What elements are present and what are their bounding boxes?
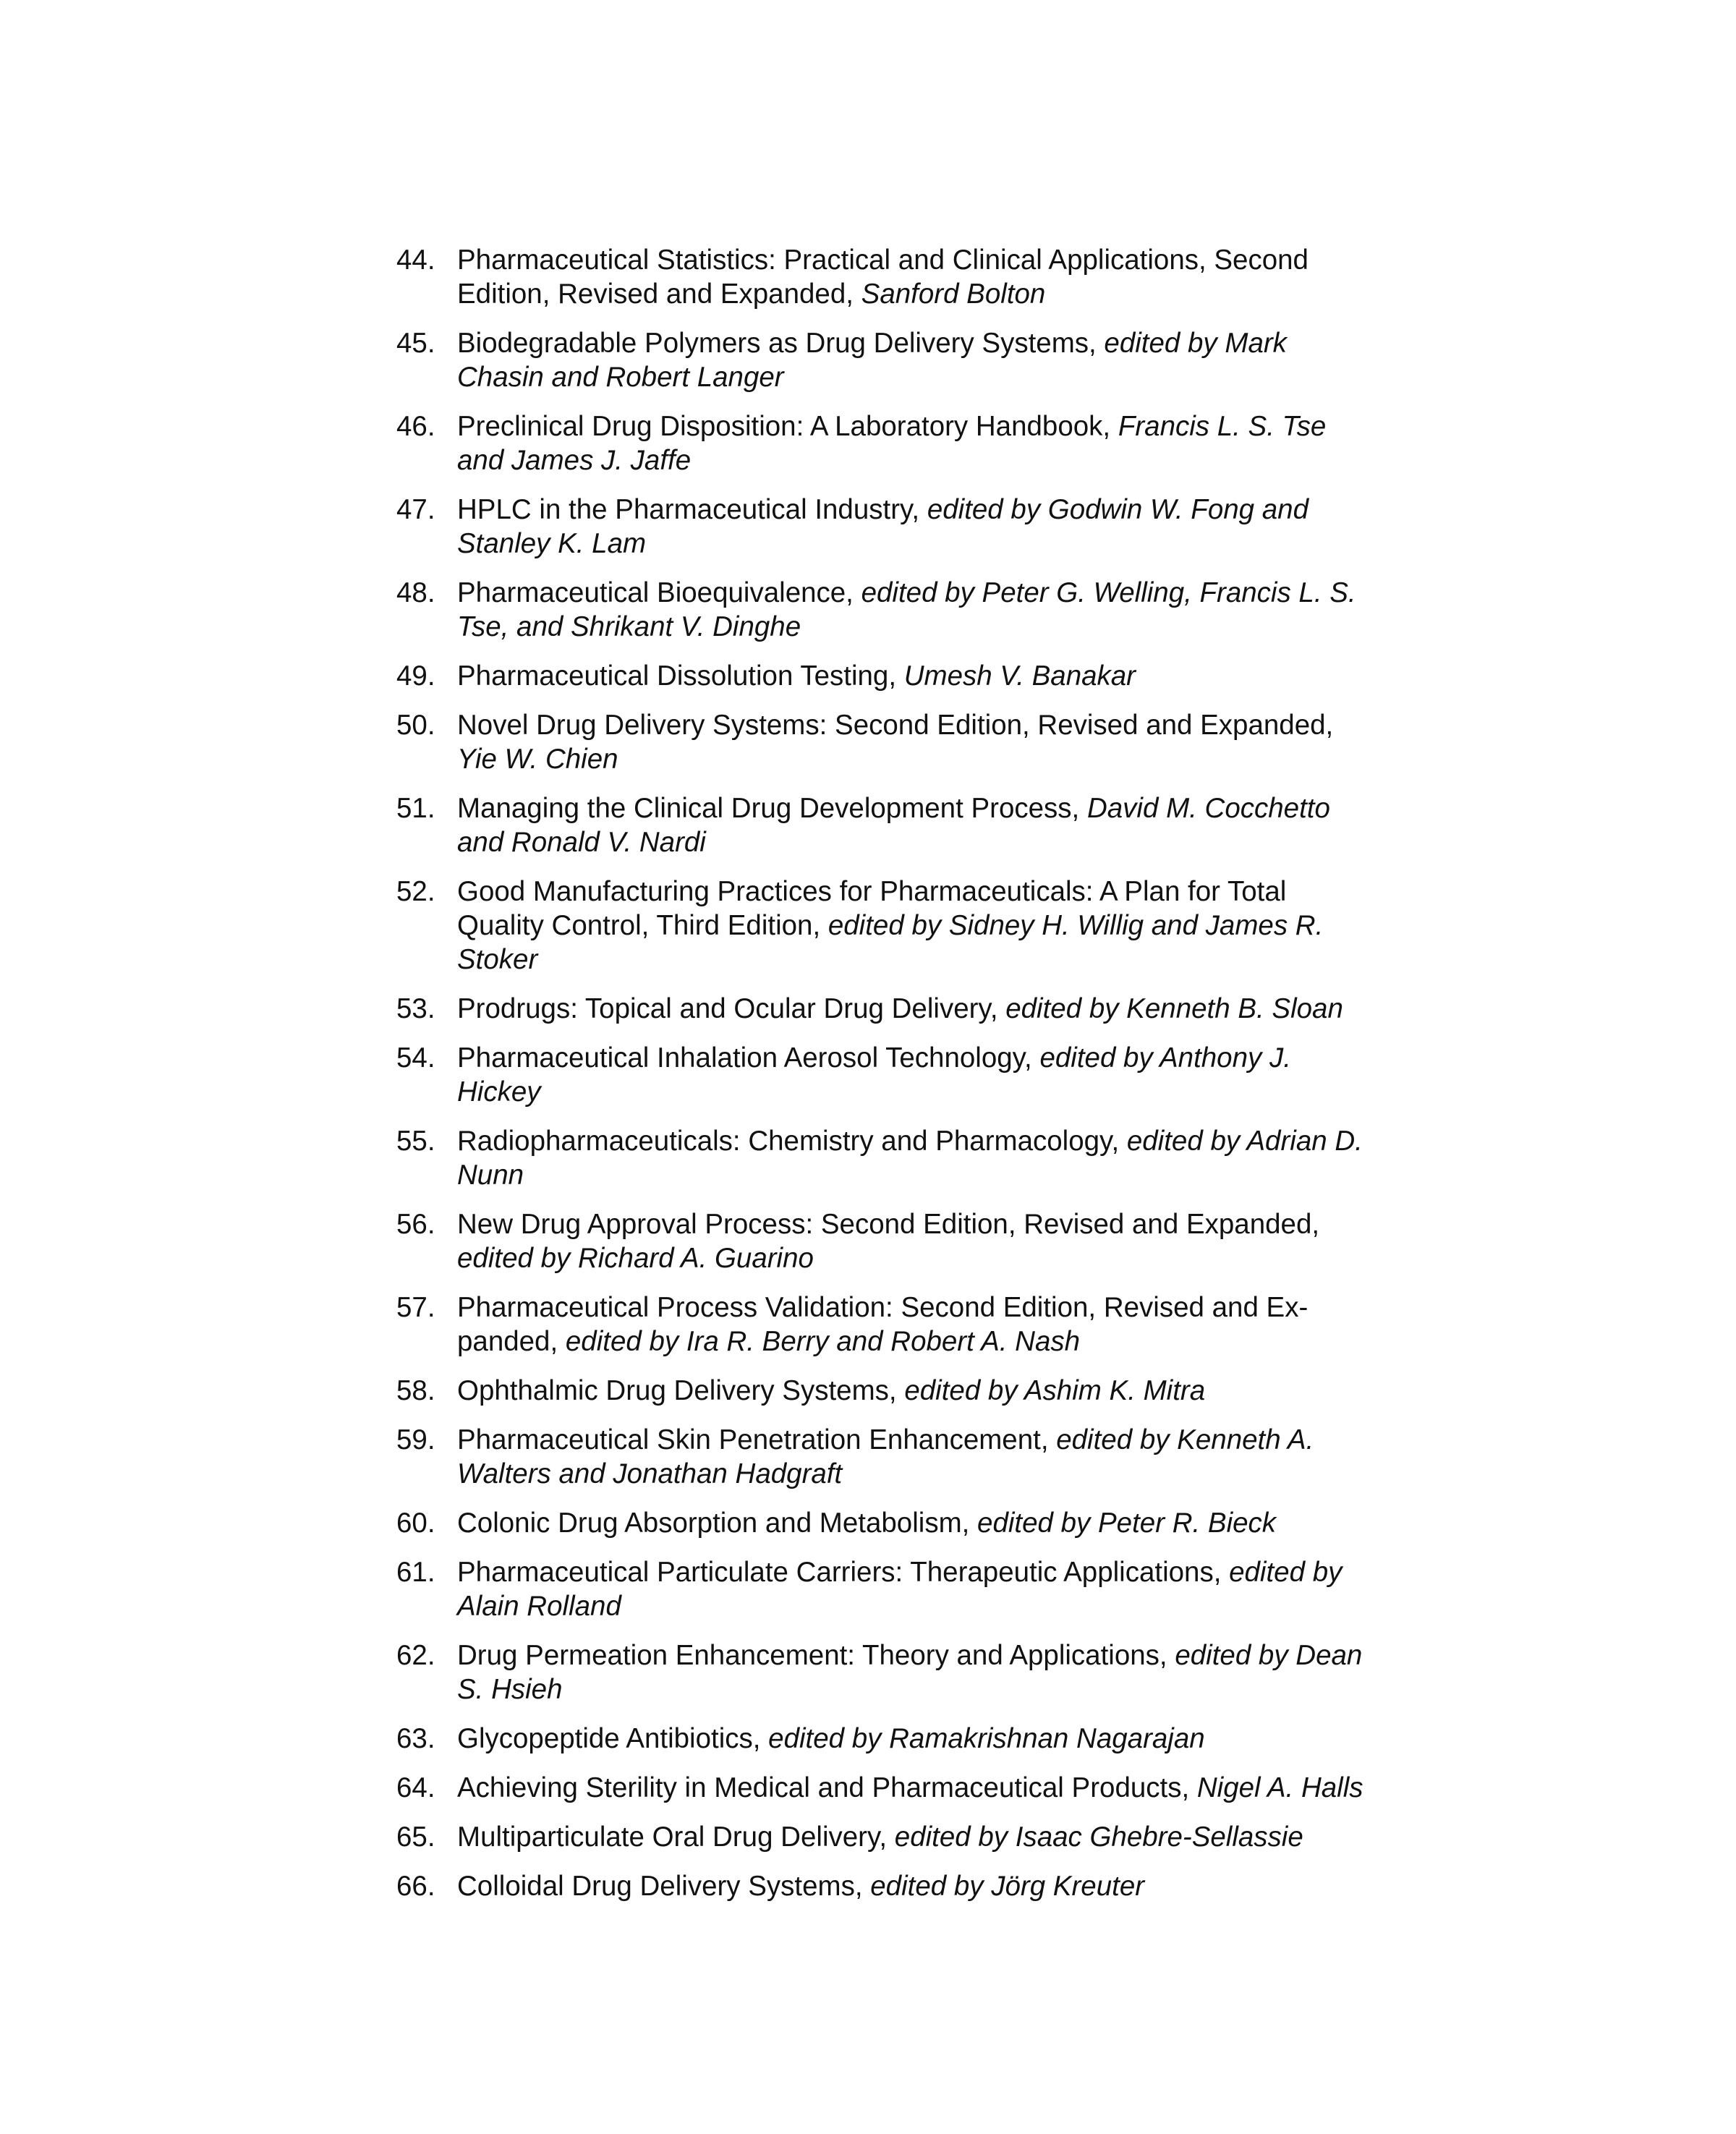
entry-text	[457, 659, 1366, 693]
entry-author: edited by Isaac Ghebre-Sellassie	[894, 1821, 1303, 1853]
entry-number: 66.	[396, 1871, 435, 1902]
list-item	[396, 326, 1366, 394]
entry-number: 50.	[396, 710, 435, 741]
entry-number: 54.	[396, 1042, 435, 1074]
list-item	[396, 875, 1366, 977]
entry-text	[457, 1291, 1366, 1359]
entry-number: 53.	[396, 993, 435, 1024]
entry-title: Biodegradable Polymers as Drug Delivery Systems,	[457, 328, 1097, 359]
list-item	[396, 1506, 1366, 1540]
entry-text	[457, 243, 1366, 311]
entry-author: Umesh V. Banakar	[903, 660, 1136, 692]
entry-text	[457, 1555, 1366, 1623]
entry-number: 62.	[396, 1640, 435, 1671]
entry-title: Glycopeptide Antibiotics,	[457, 1723, 761, 1754]
entry-number: 60.	[396, 1508, 435, 1539]
list-item	[396, 1555, 1366, 1623]
entry-title: Pharmaceutical Process Validation: Second Edition, Revised and Ex-panded,	[457, 1292, 1309, 1357]
entry-author: David M. Cocchetto and Ronald V. Nardi	[457, 793, 1330, 858]
entry-title: Managing the Clinical Drug Development Process,	[457, 793, 1080, 824]
entry-text	[457, 409, 1366, 477]
entry-text	[457, 875, 1366, 977]
list-item	[396, 1041, 1366, 1109]
list-item	[396, 409, 1366, 477]
entry-title: Good Manufacturing Practices for Pharmaceuticals: A Plan for Total Quality Control, Third Edition,	[457, 876, 1287, 941]
entry-author: edited by Ramakrishnan Nagarajan	[768, 1723, 1205, 1754]
entry-text	[457, 1820, 1366, 1854]
entry-text	[457, 708, 1366, 776]
entry-author: edited by Ashim K. Mitra	[904, 1375, 1206, 1406]
entry-title: Multiparticulate Oral Drug Delivery,	[457, 1821, 888, 1853]
entry-number: 58.	[396, 1375, 435, 1406]
entry-author: Nigel A. Halls	[1196, 1772, 1363, 1803]
list-item	[396, 1722, 1366, 1756]
entry-text	[457, 326, 1366, 394]
entry-author: Sanford Bolton	[861, 279, 1046, 310]
entry-author: Francis L. S. Tse and James J. Jaffe	[457, 411, 1327, 476]
entry-text	[457, 1207, 1366, 1275]
entry-author: edited by Ira R. Berry and Robert A. Nash	[565, 1326, 1081, 1357]
entry-number: 51.	[396, 793, 435, 824]
list-item	[396, 493, 1366, 561]
entry-author: edited by Richard A. Guarino	[457, 1243, 814, 1274]
list-item	[396, 243, 1366, 311]
entry-title: Novel Drug Delivery Systems: Second Edition, Revised and Expanded,	[457, 710, 1334, 741]
list-item	[396, 659, 1366, 693]
entry-author: edited by Anthony J. Hickey	[457, 1042, 1291, 1108]
entry-text	[457, 576, 1366, 644]
entry-text	[457, 992, 1366, 1026]
entry-author: Yie W. Chien	[457, 744, 618, 775]
list-item	[396, 1291, 1366, 1359]
entry-title: Achieving Sterility in Medical and Pharmaceutical Products,	[457, 1772, 1190, 1803]
entry-text	[457, 1638, 1366, 1706]
entry-author: edited by Adrian D. Nunn	[457, 1126, 1363, 1191]
entry-title: Pharmaceutical Inhalation Aerosol Technology,	[457, 1042, 1032, 1074]
list-item	[396, 1771, 1366, 1805]
entry-author: edited by Jörg Kreuter	[870, 1871, 1145, 1902]
entry-title: Ophthalmic Drug Delivery Systems,	[457, 1375, 897, 1406]
list-item	[396, 1207, 1366, 1275]
list-item	[396, 1820, 1366, 1854]
list-item	[396, 1869, 1366, 1903]
entry-number: 59.	[396, 1424, 435, 1455]
entry-text	[457, 791, 1366, 859]
entry-author: edited by Alain Rolland	[457, 1557, 1343, 1622]
entry-number: 64.	[396, 1772, 435, 1803]
entry-title: Pharmaceutical Particulate Carriers: Therapeutic Applications,	[457, 1557, 1222, 1588]
entry-number: 52.	[396, 876, 435, 907]
entry-number: 63.	[396, 1723, 435, 1754]
entry-number: 47.	[396, 494, 435, 525]
list-item	[396, 576, 1366, 644]
list-item	[396, 992, 1366, 1026]
entry-text	[457, 1771, 1366, 1805]
entry-text	[457, 1374, 1366, 1408]
entry-author: edited by Peter R. Bieck	[977, 1508, 1277, 1539]
entry-title: Pharmaceutical Bioequivalence,	[457, 577, 854, 608]
list-item	[396, 708, 1366, 776]
entry-title: HPLC in the Pharmaceutical Industry,	[457, 494, 920, 525]
entry-number: 48.	[396, 577, 435, 608]
entry-author: edited by Kenneth B. Sloan	[1005, 993, 1343, 1024]
list-item	[396, 1638, 1366, 1706]
list-item	[396, 1124, 1366, 1192]
entry-number: 44.	[396, 245, 435, 276]
entry-author: edited by Dean S. Hsieh	[457, 1640, 1363, 1705]
entry-text	[457, 1423, 1366, 1491]
entry-text	[457, 493, 1366, 561]
entry-title: Pharmaceutical Dissolution Testing,	[457, 660, 897, 692]
entry-text	[457, 1124, 1366, 1192]
entry-text	[457, 1506, 1366, 1540]
entry-author: edited by Sidney H. Willig and James R. Stoker	[457, 910, 1324, 975]
entry-title: Pharmaceutical Statistics: Practical and Clinical Applications, Second Edition, Revised and Expanded,	[457, 245, 1309, 310]
entry-author: edited by Kenneth A. Walters and Jonathan Hadgraft	[457, 1424, 1314, 1489]
entry-number: 55.	[396, 1126, 435, 1157]
entry-number: 57.	[396, 1292, 435, 1323]
list-item	[396, 1423, 1366, 1491]
entry-author: edited by Godwin W. Fong and Stanley K. Lam	[457, 494, 1309, 559]
entry-author: edited by Peter G. Welling, Francis L. S. Tse, and Shrikant V. Dinghe	[457, 577, 1356, 642]
entry-title: Drug Permeation Enhancement: Theory and Applications,	[457, 1640, 1167, 1671]
entry-author: edited by Mark Chasin and Robert Langer	[457, 328, 1287, 393]
entry-text	[457, 1869, 1366, 1903]
entry-title: New Drug Approval Process: Second Edition, Revised and Expanded,	[457, 1209, 1320, 1240]
entry-text	[457, 1041, 1366, 1109]
entry-number: 46.	[396, 411, 435, 442]
entry-number: 49.	[396, 660, 435, 692]
entry-title: Preclinical Drug Disposition: A Laboratory Handbook,	[457, 411, 1111, 442]
book-series-list	[396, 243, 1366, 1918]
entry-title: Colonic Drug Absorption and Metabolism,	[457, 1508, 970, 1539]
entry-title: Prodrugs: Topical and Ocular Drug Delivery,	[457, 993, 998, 1024]
entry-title: Colloidal Drug Delivery Systems,	[457, 1871, 863, 1902]
entry-number: 56.	[396, 1209, 435, 1240]
entry-title: Radiopharmaceuticals: Chemistry and Pharmacology,	[457, 1126, 1120, 1157]
list-item	[396, 1374, 1366, 1408]
entry-title: Pharmaceutical Skin Penetration Enhancement,	[457, 1424, 1049, 1455]
entry-text	[457, 1722, 1366, 1756]
entry-number: 65.	[396, 1821, 435, 1853]
list-item	[396, 791, 1366, 859]
entry-number: 45.	[396, 328, 435, 359]
entry-number: 61.	[396, 1557, 435, 1588]
